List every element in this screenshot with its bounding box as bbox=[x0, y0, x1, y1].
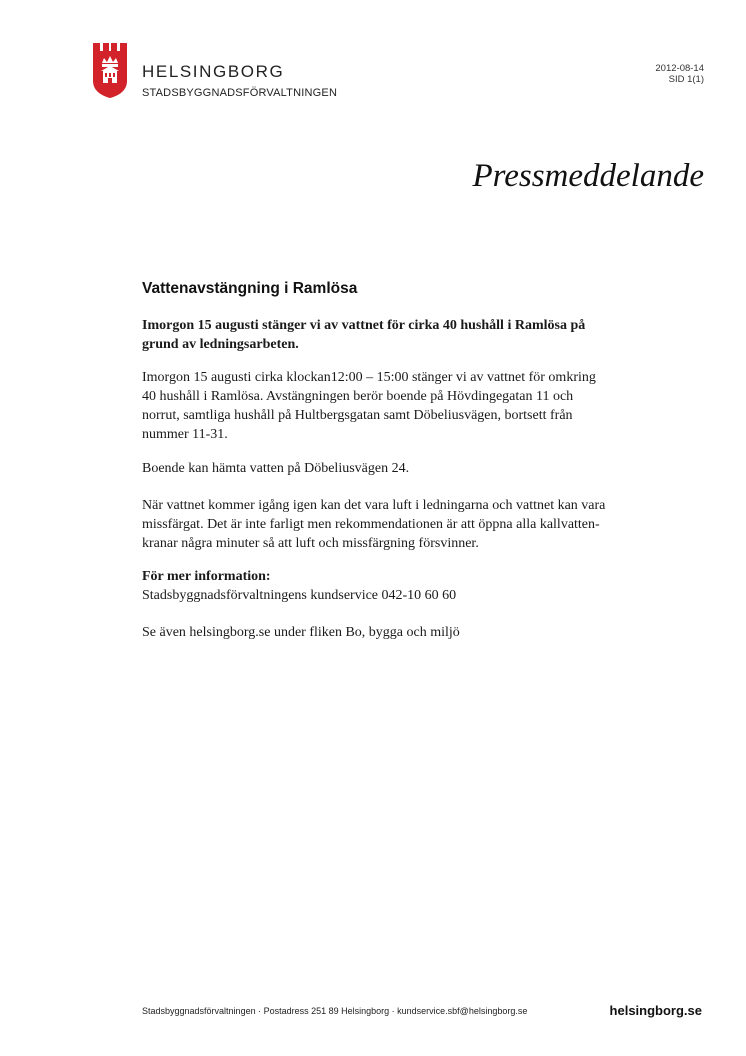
lead-paragraph: Imorgon 15 augusti stänger vi av vattnet för cirka 40 hushåll i Ramlösa på grund av ledningsarbeten. bbox=[142, 318, 586, 352]
document-type-title: Pressmeddelande bbox=[472, 158, 704, 194]
body-paragraph-1: Imorgon 15 augusti cirka klockan12:00 – 15:00 stänger vi av vattnet för omkring 40 hushåll i Ramlösa. Avstängningen berör boende på Hövdingegatan 11 och norrut, samtliga hushåll på Hultbergsgatan samt Döbeliusvägen, bortsett från nummer 11-31. bbox=[142, 370, 596, 442]
helsingborg-logo bbox=[92, 43, 128, 99]
contact-line: Stadsbyggnadsförvaltningens kundservice 042-10 60 60 bbox=[142, 588, 457, 603]
document-date: 2012-08-14 bbox=[655, 63, 704, 74]
contact-block bbox=[142, 567, 608, 605]
body-paragraph-2: Boende kan hämta vatten på Döbeliusvägen 24. bbox=[142, 461, 410, 476]
department-name: STADSBYGGNADSFÖRVALTNINGEN bbox=[142, 87, 338, 99]
footer-website-link[interactable]: helsingborg.se bbox=[609, 1003, 702, 1018]
organization-name: HELSINGBORG bbox=[142, 62, 285, 81]
contact-heading: För mer information: bbox=[142, 569, 271, 584]
footer-address: Stadsbyggnadsförvaltningen · Postadress 251 89 Helsingborg · kundservice.sbf@helsingborg.se bbox=[142, 1006, 528, 1016]
page-number: SID 1(1) bbox=[668, 74, 704, 85]
document-meta bbox=[655, 63, 704, 85]
press-headline: Vattenavstängning i Ramlösa bbox=[142, 280, 358, 297]
body-paragraph-3: När vattnet kommer igång igen kan det vara luft i ledningarna och vattnet kan vara missfärgat. Det är inte farligt men rekommendationen är att öppna alla kallvatten-kranar några minuter så att luft och missfärgning försvinner. bbox=[142, 498, 606, 551]
see-also-paragraph: Se även helsingborg.se under fliken Bo, bygga och miljö bbox=[142, 625, 460, 640]
